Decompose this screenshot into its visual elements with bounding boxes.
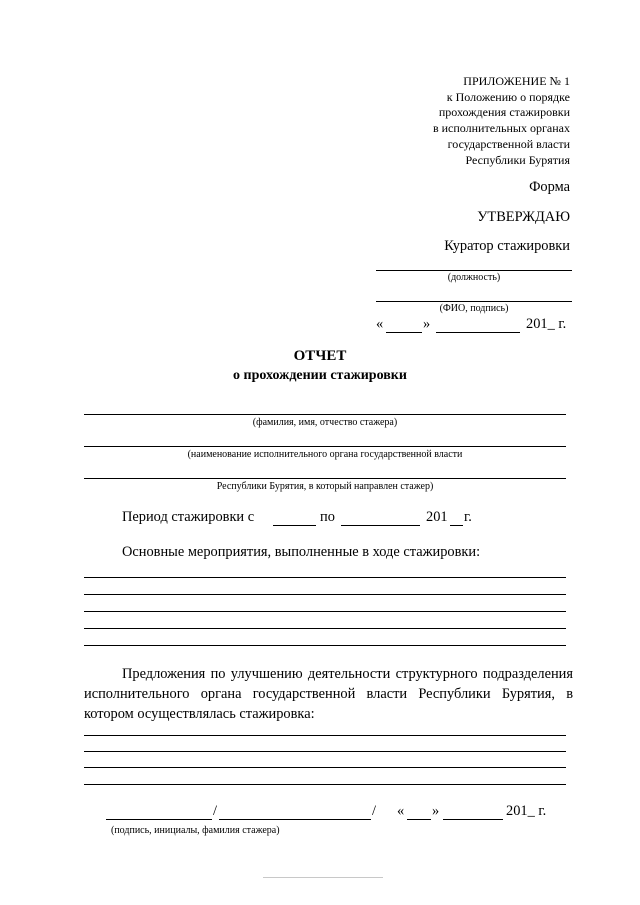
date-month-line (436, 332, 520, 333)
republic-caption: Республики Бурятия, в который направлен стажер) (216, 481, 434, 492)
proposals-line (84, 735, 566, 736)
period-middle: по (320, 509, 335, 525)
signature-caption: (подпись, инициалы, фамилия стажера) (111, 825, 280, 836)
appendix-line: государственной власти (447, 136, 570, 151)
approval-date (376, 316, 576, 338)
date-year: 201_ г. (526, 316, 567, 332)
period-end-line (341, 525, 420, 526)
sign-date-month-line (443, 819, 503, 820)
authority-line (84, 446, 566, 447)
appendix-header (433, 74, 570, 168)
appendix-line: в исполнительных органах (432, 121, 570, 136)
period-year-line (450, 525, 463, 526)
date-day-line (386, 332, 422, 333)
activities-line (84, 594, 566, 595)
activities-line (84, 645, 566, 646)
sign-date-year: 201_ г. (506, 803, 547, 819)
period-row (122, 509, 572, 531)
proposals-line (84, 784, 566, 785)
date-open-quote: « (376, 316, 384, 332)
period-prefix: Период стажировки с (122, 509, 255, 525)
footer-rule (263, 877, 383, 878)
proposals-line (84, 767, 566, 768)
intern-name-caption: (фамилия, имя, отчество стажера) (252, 417, 398, 428)
position-caption: (должность) (447, 272, 501, 283)
sign-date-open-quote: « (397, 803, 405, 819)
signature-slash: / (372, 803, 376, 819)
signature-row (106, 803, 566, 825)
date-close-quote: » (423, 316, 431, 332)
proposals-line (84, 751, 566, 752)
activities-line (84, 611, 566, 612)
name-sign-line (376, 301, 572, 302)
form-label: Форма (529, 179, 570, 195)
activities-line (84, 628, 566, 629)
appendix-line: к Положению о порядке (446, 89, 570, 104)
position-line (376, 270, 572, 271)
signature-slash: / (213, 803, 217, 819)
proposals-paragraph: Предложения по улучшению деятельности структурного подразделения исполнительного органа государственной власти Республики Бурятия, в котором осуществлялась стажировка: (84, 666, 573, 722)
intern-name-line (84, 414, 566, 415)
period-start-line (273, 525, 316, 526)
signature-line (106, 819, 212, 820)
initials-line (219, 819, 371, 820)
period-year: 201 (426, 509, 448, 525)
activities-label: Основные мероприятия, выполненные в ходе стажировки: (122, 544, 481, 560)
period-suffix: г. (464, 509, 472, 525)
authority-caption: (наименование исполнительного органа государственной власти (187, 449, 463, 460)
activities-line (84, 577, 566, 578)
appendix-line: ПРИЛОЖЕНИЕ № 1 (463, 74, 570, 88)
report-subtitle: о прохождении стажировки (233, 368, 407, 383)
sign-date-close-quote: » (432, 803, 440, 819)
appendix-line: прохождения стажировки (438, 105, 570, 120)
sign-date-day-line (407, 819, 431, 820)
approve-label: УТВЕРЖДАЮ (477, 209, 570, 225)
name-sign-caption: (ФИО, подпись) (439, 303, 509, 314)
curator-label: Куратор стажировки (444, 238, 570, 254)
report-title: ОТЧЕТ (293, 348, 347, 364)
republic-line (84, 478, 566, 479)
appendix-line: Республики Бурятия (465, 152, 570, 167)
